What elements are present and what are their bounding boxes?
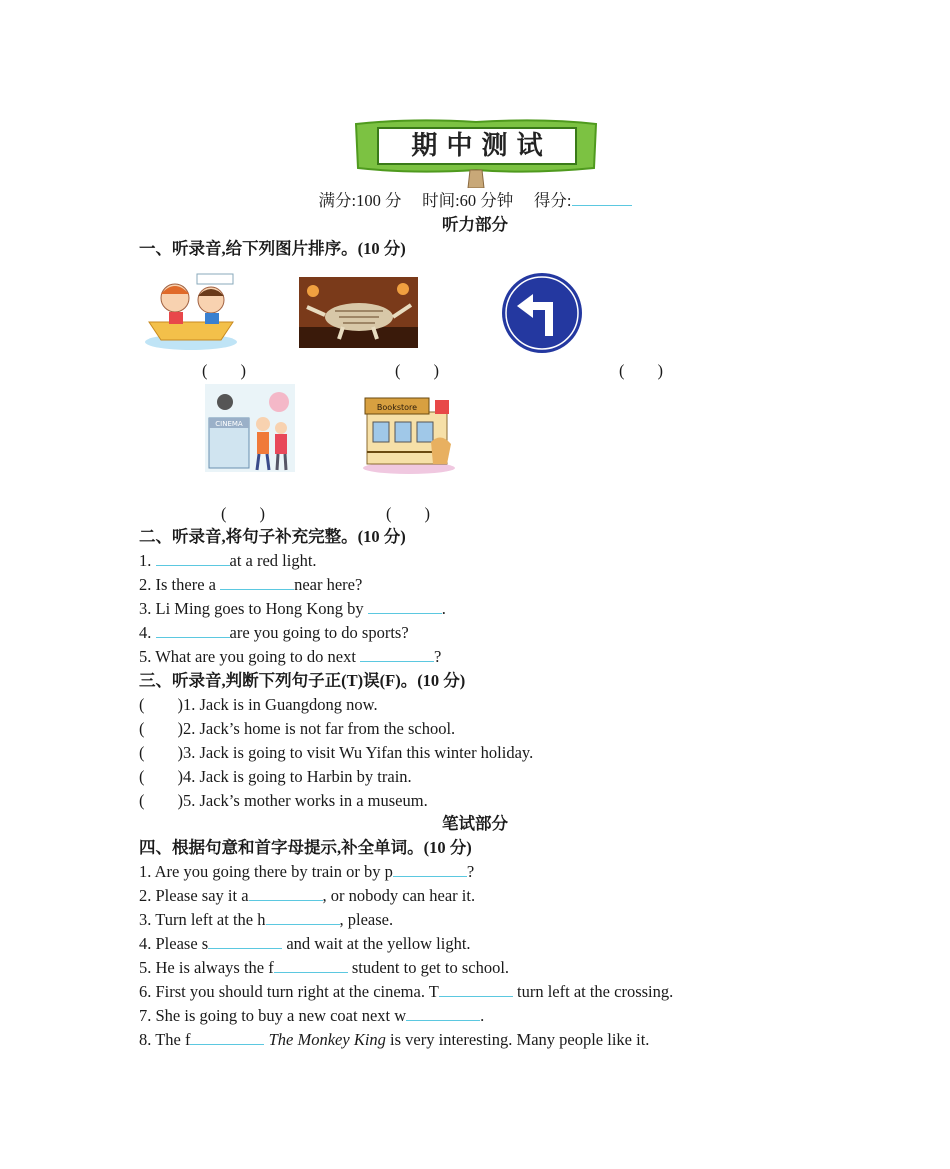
section2-heading: 二、听录音,将句子补充完整。(10 分)	[139, 527, 406, 546]
s2-blank-5[interactable]	[360, 647, 434, 662]
s4-blank-6[interactable]	[439, 982, 513, 997]
s2-item-5: 5. What are you going to do next ?	[139, 647, 442, 666]
full-score: 满分:100 分	[318, 191, 402, 210]
s2-blank-2[interactable]	[220, 575, 294, 590]
answer-paren-3[interactable]: ( )	[619, 361, 663, 380]
section1-heading: 一、听录音,给下列图片排序。(10 分)	[139, 239, 406, 258]
museum-dinosaur-picture	[299, 277, 418, 353]
s2-item-4: 4. are you going to do sports?	[139, 623, 409, 642]
s4-item-2: 2. Please say it a , or nobody can hear it.	[139, 886, 476, 905]
s4-blank-5[interactable]	[274, 958, 348, 973]
s4-blank-7[interactable]	[406, 1006, 480, 1021]
s4-blank-8[interactable]	[190, 1030, 264, 1045]
turn-left-sign-picture	[501, 272, 583, 359]
s4-item-5: 5. He is always the f student to get to school.	[139, 958, 510, 977]
s3-item-2[interactable]: ( )2. Jack’s home is not far from the school.	[139, 719, 456, 738]
answer-paren-2[interactable]: ( )	[395, 361, 439, 380]
answer-paren-4[interactable]: ( )	[221, 504, 265, 523]
section4-heading: 四、根据句意和首字母提示,补全单词。(10 分)	[139, 838, 472, 857]
s3-item-5[interactable]: ( )5. Jack’s mother works in a museum.	[139, 791, 428, 810]
s3-item-4[interactable]: ( )4. Jack is going to Harbin by train.	[139, 767, 412, 786]
s4-item-8: 8. The f The Monkey King is very interesting. Many people like it.	[139, 1030, 650, 1049]
bookstore-picture	[361, 392, 457, 479]
listening-title: 听力部分	[442, 215, 508, 234]
s4-item-4: 4. Please s and wait at the yellow light.	[139, 934, 471, 953]
book-title: The Monkey King	[268, 1030, 386, 1049]
s4-item-3: 3. Turn left at the h , please.	[139, 910, 394, 929]
cinema-sign-text: CINEMA	[215, 420, 243, 428]
s4-item-6: 6. First you should turn right at the cinema. T turn left at the crossing.	[139, 982, 674, 1001]
s3-item-3[interactable]: ( )3. Jack is going to visit Wu Yifan this winter holiday.	[139, 743, 534, 762]
s4-blank-3[interactable]	[266, 910, 340, 925]
s3-item-1[interactable]: ( )1. Jack is in Guangdong now.	[139, 695, 378, 714]
score-label: 得分:	[533, 191, 572, 210]
s4-blank-2[interactable]	[249, 886, 323, 901]
s2-blank-4[interactable]	[156, 623, 230, 638]
s2-item-1: 1. at a red light.	[139, 551, 317, 570]
time-limit: 时间:60 分钟	[422, 191, 514, 210]
title-banner	[352, 116, 600, 188]
s4-item-7: 7. She is going to buy a new coat next w .	[139, 1006, 485, 1025]
score-blank[interactable]	[572, 191, 632, 206]
answer-paren-5[interactable]: ( )	[386, 504, 430, 523]
bookstore-sign-text: Bookstore	[376, 403, 418, 412]
banner-title: 期 中 测 试	[411, 131, 543, 161]
kids-boat-picture	[139, 270, 243, 357]
s2-blank-3[interactable]	[368, 599, 442, 614]
score-line	[0, 190, 950, 212]
answer-paren-1[interactable]: ( )	[202, 361, 246, 380]
s2-item-2: 2. Is there a near here?	[139, 575, 363, 594]
s4-blank-1[interactable]	[393, 862, 467, 877]
cinema-couple-picture	[205, 384, 295, 477]
writing-title: 笔试部分	[442, 814, 508, 833]
s4-blank-4[interactable]	[208, 934, 282, 949]
s2-item-3: 3. Li Ming goes to Hong Kong by .	[139, 599, 446, 618]
section3-heading: 三、听录音,判断下列句子正(T)误(F)。(10 分)	[139, 671, 466, 690]
s4-item-1: 1. Are you going there by train or by p ?	[139, 862, 475, 881]
s2-blank-1[interactable]	[156, 551, 230, 566]
